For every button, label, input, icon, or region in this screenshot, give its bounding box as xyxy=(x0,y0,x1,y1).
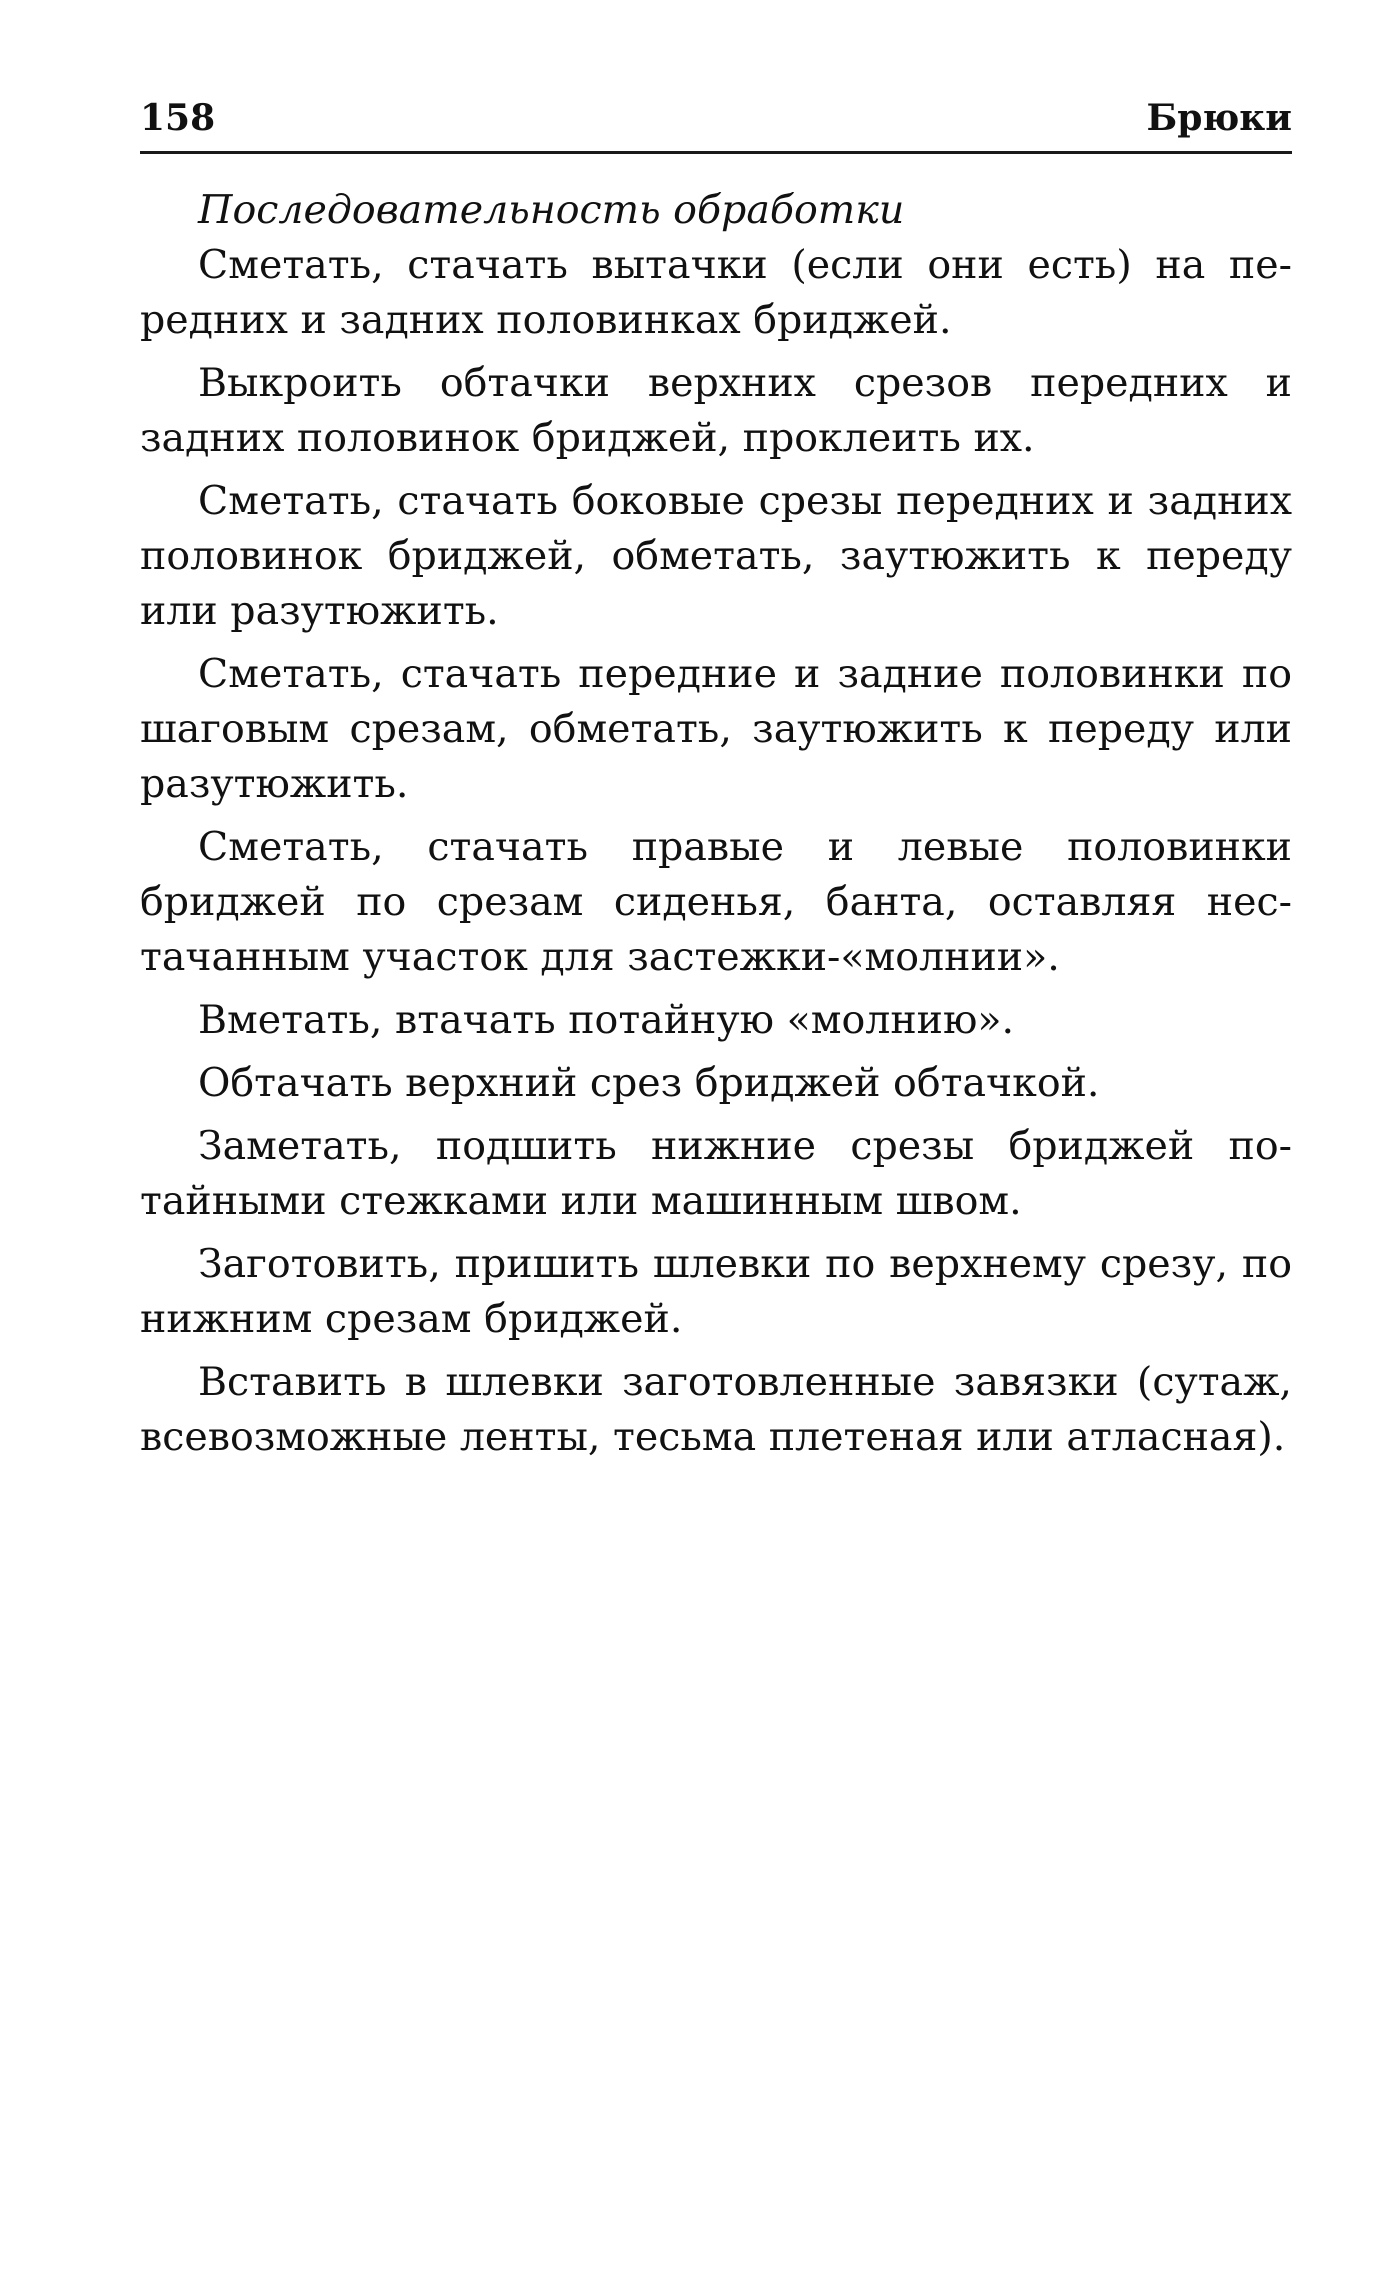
paragraph: Заготовить, пришить шлевки по верхнему срезу, по нижним срезам бриджей. xyxy=(140,1241,1292,1342)
paragraph: Выкроить обтачки верхних срезов передних и задних половинок бриджей, проклеить их. xyxy=(140,360,1292,461)
header-rule xyxy=(140,151,1292,154)
running-title: Брюки xyxy=(1146,97,1292,139)
paragraph: Вметать, втачать потайную «молнию». xyxy=(198,997,1015,1043)
paragraph: Обтачать верхний срез бриджей обтачкой. xyxy=(198,1060,1100,1106)
page-number: 158 xyxy=(140,97,216,139)
paragraph: Сметать, стачать боковые срезы передних и задних половинок бриджей, обметать, заутюжить к переду или разутюжить. xyxy=(140,478,1292,634)
paragraph: Сметать, стачать вытачки (если они есть) на передних и задних половинках бриджей. xyxy=(140,242,1292,343)
paragraph: Сметать, стачать передние и задние половинки по шаговым срезам, обметать, заутюжить к переду или разутюжить. xyxy=(140,651,1292,807)
page-header xyxy=(140,96,1292,146)
paragraph: Заметать, подшить нижние срезы бриджей потайными стежками или машинным швом. xyxy=(140,1123,1292,1224)
paragraph: Сметать, стачать правые и левые половинки бриджей по срезам сиденья, банта, оставляя нестачанным участок для застежки-«молнии». xyxy=(140,824,1292,980)
paragraph: Вставить в шлевки заготовленные завязки (сутаж, всевозможные ленты, тесьма плетеная или атласная). xyxy=(140,1359,1292,1460)
page-body xyxy=(140,183,1292,1473)
section-heading: Последовательность обработки xyxy=(198,187,905,233)
